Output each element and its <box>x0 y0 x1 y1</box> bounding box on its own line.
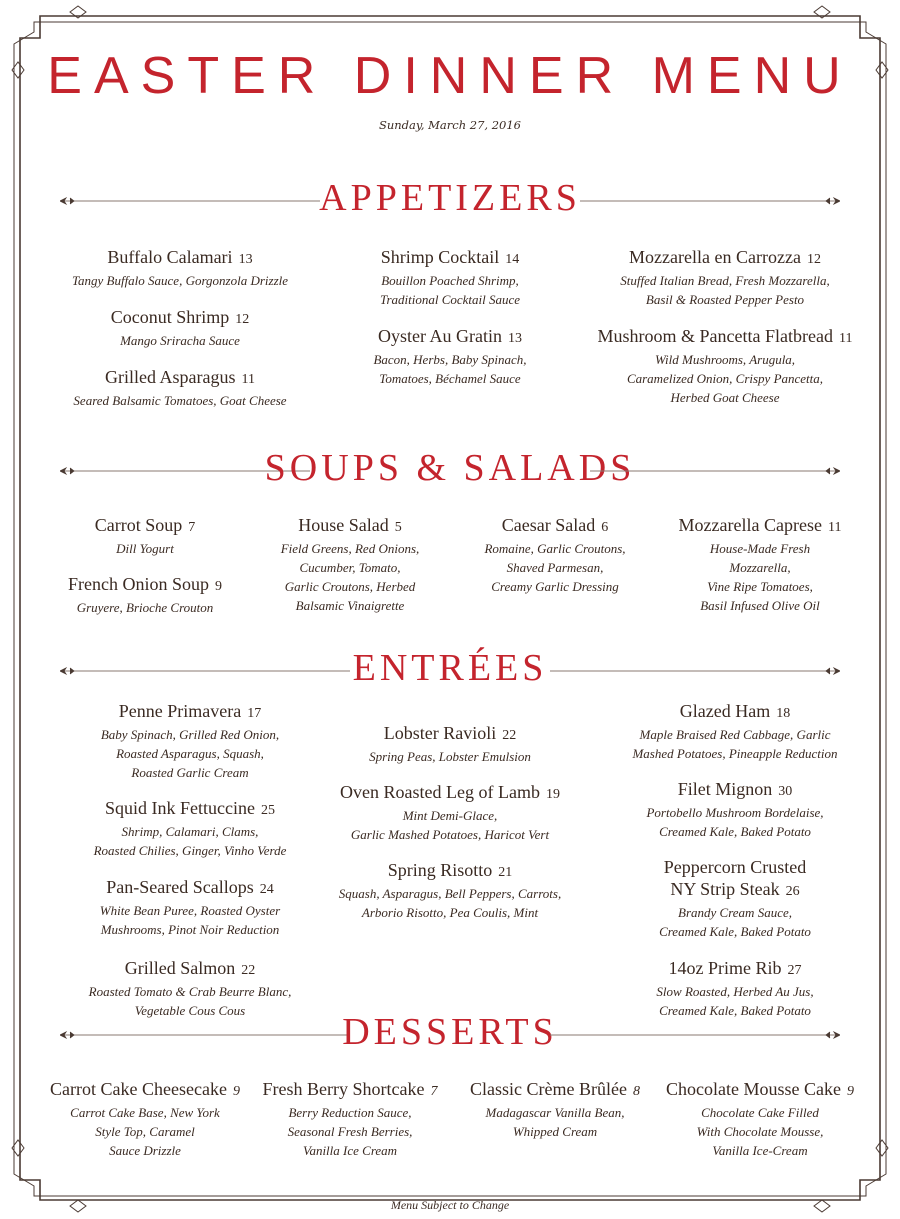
item-description: Shaved Parmesan, <box>506 560 604 575</box>
menu-item <box>580 246 870 309</box>
item-price: 11 <box>838 331 853 346</box>
item-description: Slow Roasted, Herbed Au Jus, <box>656 984 814 999</box>
item-description: Squash, Asparagus, Bell Peppers, Carrots, <box>338 886 562 901</box>
item-description: Basil Infused Olive Oil <box>700 598 820 613</box>
item-description: Vanilla Ice-Cream <box>712 1143 808 1158</box>
item-price: 6 <box>601 520 609 535</box>
item-price: 18 <box>776 706 791 721</box>
item-price: 22 <box>241 963 256 978</box>
item-description: Mozzarella, <box>729 560 791 575</box>
item-name: Shrimp Cocktail <box>380 247 500 267</box>
menu-item <box>310 781 590 844</box>
item-price: 9 <box>215 579 222 594</box>
item-description: Creamy Garlic Dressing <box>491 579 619 594</box>
item-name: Spring Risotto <box>387 860 493 880</box>
item-name: French Onion Soup <box>68 574 209 594</box>
item-description: Tomatoes, Béchamel Sauce <box>379 371 521 386</box>
item-description: Field Greens, Red Onions, <box>280 541 420 556</box>
item-description: Cucumber, Tomato, <box>299 560 401 575</box>
item-price: 7 <box>188 520 196 535</box>
menu-item <box>455 1078 655 1141</box>
item-description: Sauce Drizzle <box>109 1143 181 1158</box>
item-price: 12 <box>806 252 821 267</box>
item-description: Romaine, Garlic Croutons, <box>484 541 626 556</box>
right-arrow-divider <box>550 1031 840 1039</box>
right-arrow-divider <box>550 667 840 675</box>
menu-item <box>310 859 590 922</box>
item-description: Vine Ripe Tomatoes, <box>707 579 813 594</box>
item-name: Mozzarella en Carrozza <box>629 247 801 267</box>
item-description: Whipped Cream <box>512 1124 598 1139</box>
menu-item <box>660 1078 860 1160</box>
item-description: Gruyere, Brioche Crouton <box>76 600 214 615</box>
item-description: Tangy Buffalo Sauce, Gorgonzola Drizzle <box>71 273 289 288</box>
item-description: Mashed Potatoes, Pineapple Reduction <box>632 746 838 761</box>
item-description: Roasted Asparagus, Squash, <box>116 746 264 761</box>
menu-title: EASTER DINNER MENU <box>47 47 853 105</box>
item-name: Lobster Ravioli <box>383 723 497 743</box>
item-description: Garlic Croutons, Herbed <box>284 579 416 594</box>
item-name: Mozzarella Caprese <box>678 515 822 535</box>
menu-item <box>40 246 320 290</box>
item-description: Bacon, Herbs, Baby Spinach, <box>373 352 527 367</box>
item-price: 9 <box>846 1084 854 1099</box>
item-description: Spring Peas, Lobster Emulsion <box>369 749 531 764</box>
item-name: Peppercorn Crusted <box>663 857 807 877</box>
item-name: 14oz Prime Rib <box>668 958 782 978</box>
menu-item <box>40 514 250 558</box>
item-description: Wild Mushrooms, Arugula, <box>654 352 796 367</box>
item-description: Madagascar Vanilla Bean, <box>485 1105 625 1120</box>
menu-item <box>310 722 590 766</box>
menu-item <box>40 700 340 782</box>
menu-item <box>590 700 880 763</box>
item-price: 13 <box>507 331 522 346</box>
item-description: Creamed Kale, Baked Potato <box>659 924 811 939</box>
item-description: Carrot Cake Base, New York <box>70 1105 220 1120</box>
item-description: Roasted Garlic Cream <box>131 765 249 780</box>
item-description: White Bean Puree, Roasted Oyster <box>99 903 281 918</box>
section-title-appetizers: APPETIZERS <box>319 177 581 219</box>
menu-item <box>590 856 880 941</box>
item-description: Arborio Risotto, Pea Coulis, Mint <box>361 905 539 920</box>
item-description: Berry Reduction Sauce, <box>288 1105 412 1120</box>
item-description: With Chocolate Mousse, <box>696 1124 824 1139</box>
section-title-desserts: DESSERTS <box>342 1011 558 1053</box>
section-header-entrees <box>0 646 900 690</box>
section-title-entrees: ENTRÉES <box>352 647 548 689</box>
item-price: 5 <box>394 520 402 535</box>
item-description: Mushrooms, Pinot Noir Reduction <box>100 922 280 937</box>
item-description: Vegetable Cous Cous <box>134 1003 246 1018</box>
item-price: 21 <box>498 865 513 880</box>
item-name: Mushroom & Pancetta Flatbread <box>597 326 833 346</box>
item-price: 14 <box>505 252 520 267</box>
item-name: House Salad <box>298 515 389 535</box>
item-description: Caramelized Onion, Crispy Pancetta, <box>626 371 824 386</box>
section-header-desserts <box>0 1010 900 1054</box>
item-name: Squid Ink Fettuccine <box>105 798 255 818</box>
item-name: Carrot Soup <box>94 515 183 535</box>
item-description: Portobello Mushroom Bordelaise, <box>646 805 824 820</box>
item-price: 9 <box>232 1084 240 1099</box>
menu-item <box>40 797 340 860</box>
item-price: 11 <box>241 372 255 387</box>
item-name: Coconut Shrimp <box>110 307 230 327</box>
item-price: 25 <box>260 803 275 818</box>
item-description: Dill Yogurt <box>116 541 174 556</box>
item-name: Carrot Cake Cheesecake <box>50 1079 227 1099</box>
item-price: 24 <box>259 882 274 897</box>
item-description: Seasonal Fresh Berries, <box>287 1124 413 1139</box>
section-header-soups-salads <box>0 446 900 490</box>
item-description: Style Top, Caramel <box>95 1124 195 1139</box>
section-header-appetizers <box>0 176 900 220</box>
item-price: 17 <box>247 706 262 721</box>
item-description: Creamed Kale, Baked Potato <box>659 824 811 839</box>
menu-item <box>40 1078 250 1160</box>
item-description: Creamed Kale, Baked Potato <box>659 1003 811 1018</box>
right-arrow-divider <box>590 467 840 475</box>
item-price: 8 <box>632 1084 640 1099</box>
item-price: 11 <box>827 520 842 535</box>
menu-item <box>455 514 655 596</box>
item-name: Oven Roasted Leg of Lamb <box>340 782 540 802</box>
item-description: Garlic Mashed Potatoes, Haricot Vert <box>350 827 550 842</box>
menu-item <box>320 325 580 388</box>
menu-item <box>40 306 320 350</box>
item-name: NY Strip Steak <box>670 879 780 899</box>
item-name: Oyster Au Gratin <box>378 326 502 346</box>
menu-item <box>590 778 880 841</box>
item-description: Maple Braised Red Cabbage, Garlic <box>639 727 831 742</box>
item-name: Grilled Asparagus <box>105 367 236 387</box>
menu-item <box>40 573 250 617</box>
item-price: 27 <box>787 963 802 978</box>
footer-note: Menu Subject to Change <box>390 1198 510 1212</box>
item-name: Chocolate Mousse Cake <box>666 1079 841 1099</box>
item-description: Baby Spinach, Grilled Red Onion, <box>100 727 280 742</box>
item-name: Penne Primavera <box>118 701 242 721</box>
item-description: Brandy Cream Sauce, <box>678 905 792 920</box>
item-description: Mint Demi-Glace, <box>402 808 498 823</box>
item-description: Bouillon Poached Shrimp, <box>381 273 519 288</box>
item-description: Seared Balsamic Tomatoes, Goat Cheese <box>73 393 287 408</box>
item-name: Grilled Salmon <box>124 958 236 978</box>
item-description: Stuffed Italian Bread, Fresh Mozzarella, <box>620 273 830 288</box>
item-price: 30 <box>778 784 793 799</box>
menu-item <box>250 1078 450 1160</box>
item-description: House-Made Fresh <box>709 541 811 556</box>
menu-item <box>250 514 450 615</box>
item-name: Fresh Berry Shortcake <box>262 1079 425 1099</box>
item-description: Mango Sriracha Sauce <box>120 333 240 348</box>
item-name: Classic Crème Brûlée <box>470 1079 627 1099</box>
item-price: 12 <box>235 312 250 327</box>
item-description: Roasted Tomato & Crab Beurre Blanc, <box>88 984 292 999</box>
item-name: Caesar Salad <box>501 515 596 535</box>
item-description: Herbed Goat Cheese <box>670 390 780 405</box>
menu-item <box>320 246 580 309</box>
menu-item <box>580 325 870 407</box>
item-description: Traditional Cocktail Sauce <box>379 292 521 307</box>
item-name: Buffalo Calamari <box>107 247 233 267</box>
item-price: 13 <box>238 252 253 267</box>
menu-item <box>660 514 860 615</box>
right-arrow-divider <box>580 197 840 205</box>
item-description: Shrimp, Calamari, Clams, <box>121 824 259 839</box>
section-title-soups-salads: SOUPS & SALADS <box>264 447 636 489</box>
menu-date: Sunday, March 27, 2016 <box>378 118 522 132</box>
item-price: 26 <box>785 884 800 899</box>
item-description: Balsamic Vinaigrette <box>295 598 405 613</box>
item-name: Pan-Seared Scallops <box>106 877 254 897</box>
item-description: Vanilla Ice Cream <box>302 1143 398 1158</box>
item-price: 19 <box>545 787 560 802</box>
item-price: 22 <box>502 728 517 743</box>
item-description: Roasted Chilies, Ginger, Vinho Verde <box>93 843 287 858</box>
item-name: Glazed Ham <box>679 701 771 721</box>
item-name: Filet Mignon <box>677 779 773 799</box>
item-description: Chocolate Cake Filled <box>701 1105 819 1120</box>
item-price: 7 <box>430 1084 438 1099</box>
menu-item <box>40 876 340 939</box>
item-description: Basil & Roasted Pepper Pesto <box>645 292 805 307</box>
menu-item <box>40 366 320 410</box>
